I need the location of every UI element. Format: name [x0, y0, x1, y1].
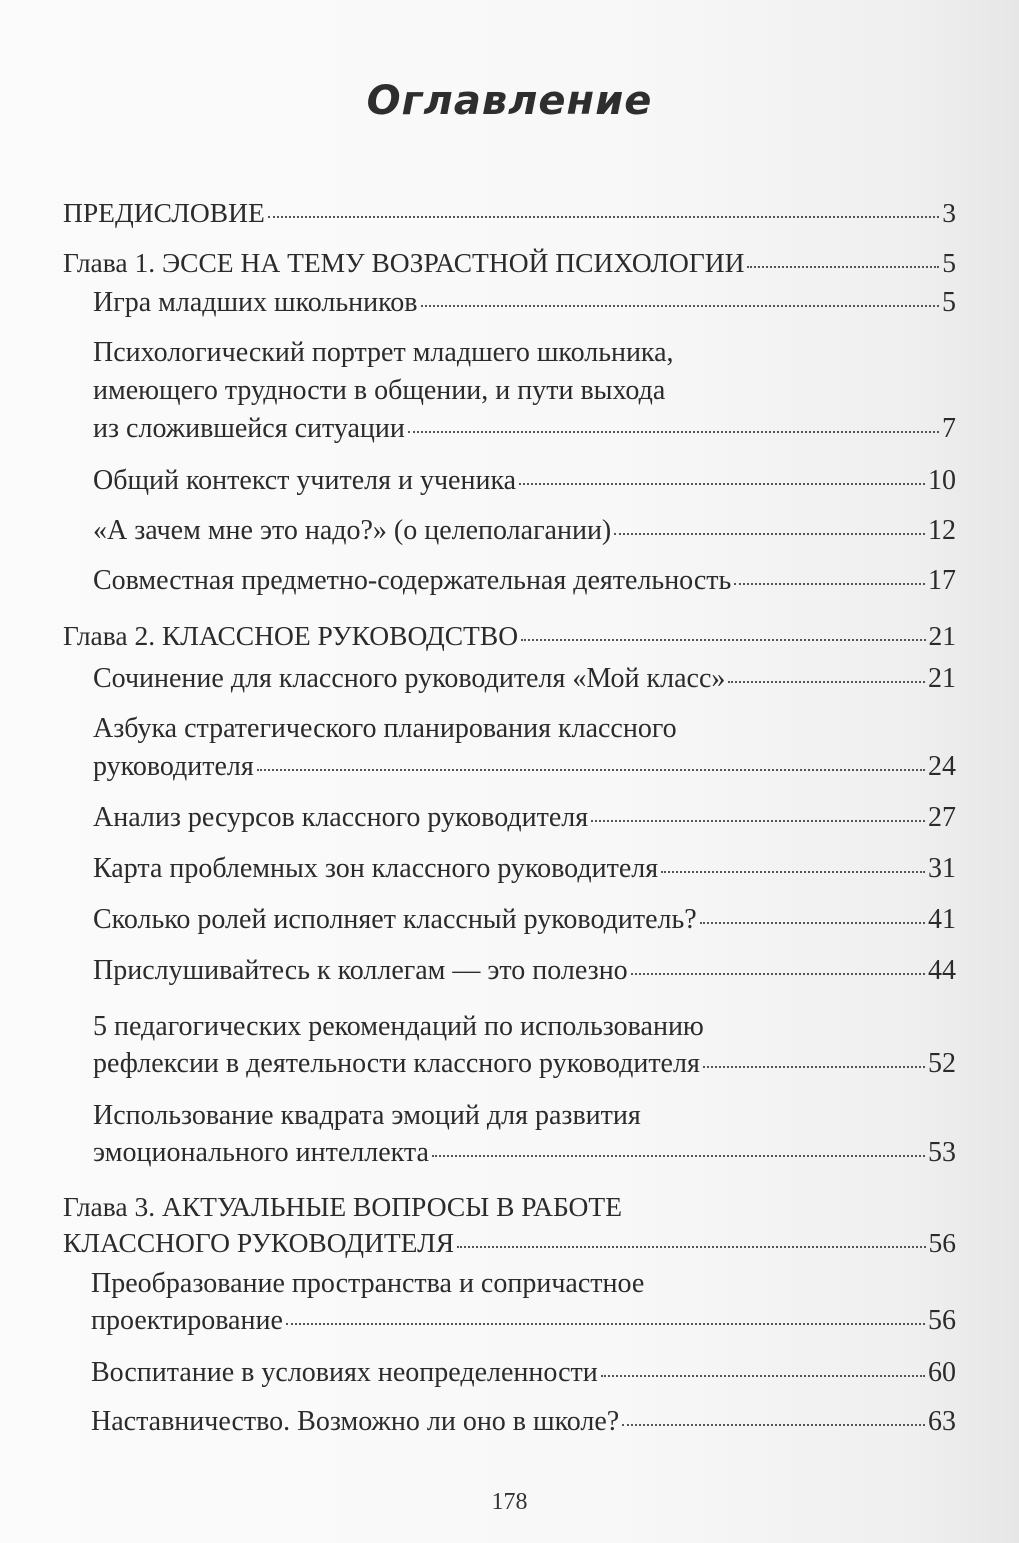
toc-entry-title: Глава 1. ЭССЕ НА ТЕМУ ВОЗРАСТНОЙ ПСИХОЛОГИИ: [63, 247, 745, 278]
toc-page-number: 12: [928, 515, 956, 546]
toc-entry-title: Анализ ресурсов классного руководителя: [93, 802, 589, 833]
toc-page-number: 5: [942, 247, 956, 278]
dot-leader: [591, 820, 925, 822]
toc-entry: [93, 660, 956, 698]
toc-entry-line: [93, 372, 956, 410]
dot-leader: [728, 681, 925, 683]
dot-leader: [257, 769, 925, 771]
toc-page-number: 41: [928, 904, 956, 935]
toc-entry-line: [63, 1188, 956, 1226]
toc-entry: [93, 462, 956, 500]
toc-page-number: 31: [928, 853, 956, 884]
toc-entry-title: Глава 2. КЛАССНОЕ РУКОВОДСТВО: [63, 620, 519, 651]
toc-entry: [63, 194, 956, 232]
toc-entry: [63, 1224, 956, 1262]
dot-leader: [700, 922, 925, 924]
toc-entry-title: Азбука стратегического планирования классного: [93, 713, 677, 744]
page-number: 178: [491, 1489, 528, 1515]
toc-page-number: 44: [928, 955, 956, 986]
toc-entry-title: Использование квадрата эмоций для развития: [93, 1100, 641, 1131]
toc-entry-title: Карта проблемных зон классного руководителя: [93, 853, 659, 884]
toc-entry-line: [93, 1008, 956, 1046]
toc-entry: [93, 748, 956, 786]
toc-entry-title: ПРЕДИСЛОВИЕ: [63, 197, 265, 228]
dot-leader: [631, 973, 925, 975]
toc-entry-title: Игра младших школьников: [93, 287, 418, 318]
toc-page-number: 10: [928, 465, 956, 496]
dot-leader: [408, 431, 939, 433]
toc-entry-title: Совместная предметно-содержательная деятельность: [93, 565, 732, 596]
toc-entry-line: [91, 1265, 956, 1303]
toc-entry-title: «А зачем мне это надо?» (о целеполагании): [93, 515, 612, 546]
toc-entry-title: Сочинение для классного руководителя «Мой класс»: [93, 663, 726, 694]
toc-entry-title: из сложившейся ситуации: [93, 413, 405, 444]
toc-entry: [93, 1045, 956, 1083]
dot-leader: [457, 1246, 925, 1248]
dot-leader: [421, 305, 939, 307]
toc-page-number: 56: [928, 1305, 956, 1336]
toc-entry-line: [93, 710, 956, 748]
toc-entry: [93, 952, 956, 990]
toc-page-number: 60: [928, 1357, 956, 1388]
toc-entry-line: [93, 334, 956, 372]
toc-entry: [93, 562, 956, 600]
toc-page-number: 3: [942, 197, 956, 228]
toc-entry-title: рефлексии в деятельности классного руководителя: [93, 1048, 700, 1079]
toc-page-number: 27: [928, 802, 956, 833]
toc-entry: [93, 850, 956, 888]
toc-entry: [93, 284, 956, 322]
toc-page-number: 53: [928, 1137, 956, 1168]
toc-entry-title: руководителя: [93, 751, 254, 782]
toc-entry: [93, 410, 956, 448]
toc-entry: [93, 799, 956, 837]
toc-entry: [91, 1403, 956, 1441]
dot-leader: [432, 1155, 925, 1157]
toc-entry: [91, 1302, 956, 1340]
toc-page-number: 63: [928, 1406, 956, 1437]
dot-leader: [661, 871, 925, 873]
toc-entry-title: 5 педагогических рекомендаций по использованию: [93, 1011, 704, 1042]
toc-entry: [91, 1354, 956, 1392]
toc-entry: [93, 901, 956, 939]
toc-entry: [93, 1134, 956, 1172]
toc-entry-title: Общий контекст учителя и ученика: [93, 465, 517, 496]
toc-entry-title: Психологический портрет младшего школьника,: [93, 337, 674, 368]
toc-entry-title: Преобразование пространства и сопричастное: [91, 1268, 645, 1299]
dot-leader: [703, 1066, 925, 1068]
dot-leader: [601, 1375, 925, 1377]
toc-page-number: 17: [928, 565, 956, 596]
dot-leader: [268, 216, 940, 218]
toc-entry-title: Прислушивайтесь к коллегам — это полезно: [93, 955, 628, 986]
dot-leader: [519, 483, 925, 485]
toc-page-number: 21: [928, 663, 956, 694]
toc-page-number: 5: [942, 287, 956, 318]
toc-page-number: 21: [928, 620, 956, 651]
dot-leader: [747, 266, 939, 268]
toc-entry-title: КЛАССНОГО РУКОВОДИТЕЛЯ: [63, 1227, 455, 1258]
toc-page-number: 52: [928, 1048, 956, 1079]
dot-leader: [521, 639, 925, 641]
toc-entry: [63, 617, 956, 655]
toc-entry: [63, 244, 956, 282]
toc-page-number: 56: [928, 1227, 956, 1258]
toc-entry-title: эмоционального интеллекта: [93, 1137, 429, 1168]
toc-entry-title: Воспитание в условиях неопределенности: [91, 1357, 598, 1388]
toc-entry-title: Наставничество. Возможно ли оно в школе?: [91, 1406, 620, 1437]
page-title: Оглавление: [366, 78, 653, 124]
toc-entry-title: Сколько ролей исполняет классный руководитель?: [93, 904, 697, 935]
dot-leader: [622, 1424, 925, 1426]
toc-entry-title: проектирование: [91, 1305, 283, 1336]
dot-leader: [614, 533, 925, 535]
toc-entry-title: Глава 3. АКТУАЛЬНЫЕ ВОПРОСЫ В РАБОТЕ: [63, 1191, 622, 1222]
toc-page-number: 7: [942, 413, 956, 444]
toc-entry-title: имеющего трудности в общении, и пути выхода: [93, 375, 666, 406]
toc-entry: [93, 512, 956, 550]
toc-entry-line: [93, 1097, 956, 1135]
toc-page-number: 24: [928, 751, 956, 782]
dot-leader: [734, 583, 925, 585]
dot-leader: [286, 1323, 925, 1325]
